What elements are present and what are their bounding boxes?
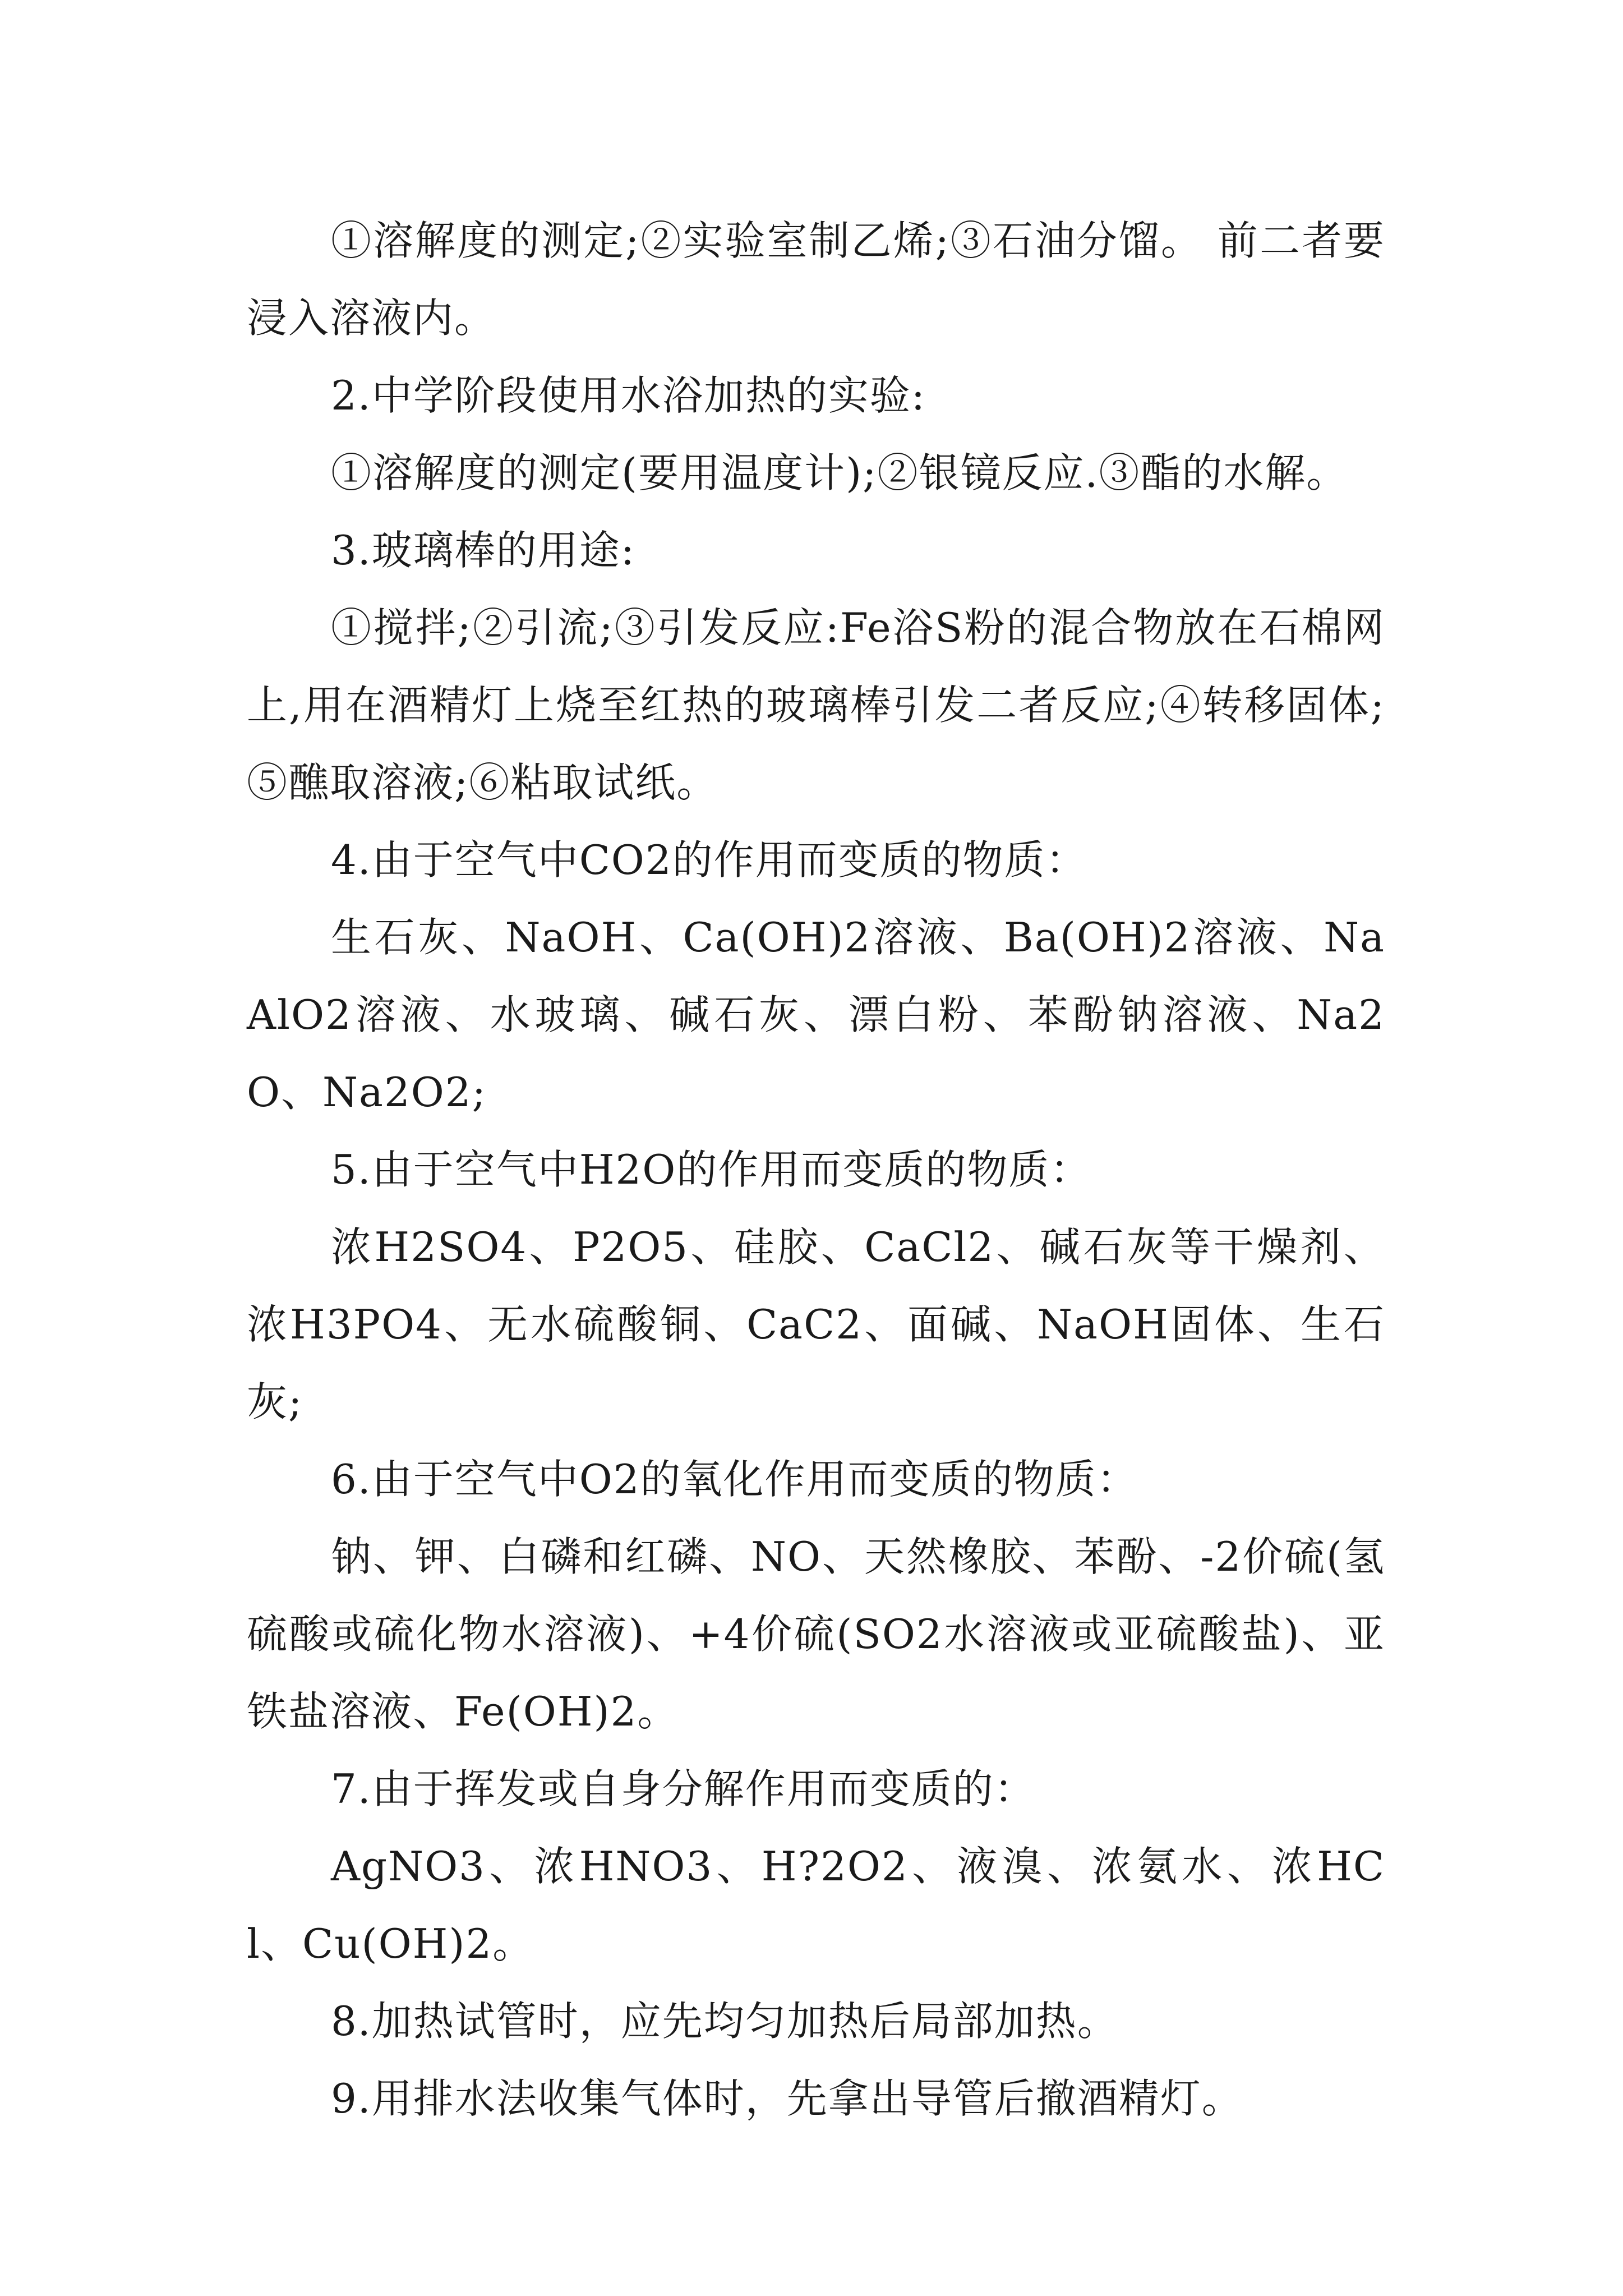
paragraph-water-bath-list: ①溶解度的测定(要用温度计);②银镜反应.③酯的水解。 xyxy=(331,449,1348,496)
heading-water-bath-experiments: 2.中学阶段使用水浴加热的实验: xyxy=(331,372,926,419)
paragraph-h2o-substances: 浓H2SO4、P2O5、硅胶、CaCl2、碱石灰等干燥剂、浓H3PO4、无水硫酸铜、CaC2、面碱、NaOH固体、生石灰; xyxy=(247,1223,1385,1425)
paragraph-co2-substances: 生石灰、NaOH、Ca(OH)2溶液、Ba(OH)2溶液、NaAlO2溶液、水玻璃、碱石灰、漂白粉、苯酚钠溶液、Na2O、Na2O2; xyxy=(247,914,1385,1116)
heading-h2o-degradation: 5.由于空气中H2O的作用而变质的物质： xyxy=(331,1146,1092,1193)
rule-heating-test-tube: 8.加热试管时，应先均匀加热后局部加热。 xyxy=(331,1998,1119,2045)
document-body xyxy=(247,202,1385,2137)
heading-volatile-decomposition: 7.由于挥发或自身分解作用而变质的： xyxy=(331,1765,1036,1812)
rule-gas-collection: 9.用排水法收集气体时，先拿出导管后撤酒精灯。 xyxy=(331,2075,1243,2122)
paragraph-water-bath-items: ①溶解度的测定;②实验室制乙烯;③石油分馏。 前二者要浸入溶液内。 xyxy=(247,217,1385,342)
paragraph-volatile-substances: AgNO3、浓HNO3、H?2O2、液溴、浓氨水、浓HCl、Cu(OH)2。 xyxy=(247,1843,1385,1967)
heading-o2-oxidation: 6.由于空气中O2的氧化作用而变质的物质： xyxy=(331,1456,1138,1503)
paragraph-o2-substances: 钠、钾、白磷和红磷、NO、天然橡胶、苯酚、-2价硫(氢硫酸或硫化物水溶液)、+4价硫(SO2水溶液或亚硫酸盐)、亚铁盐溶液、Fe(OH)2。 xyxy=(247,1533,1385,1735)
paragraph-glass-rod-list: ①搅拌;②引流;③引发反应:Fe浴S粉的混合物放在石棉网上,用在酒精灯上烧至红热的玻璃棒引发二者反应;④转移固体;⑤醮取溶液;⑥粘取试纸。 xyxy=(247,604,1385,806)
heading-glass-rod-uses: 3.玻璃棒的用途: xyxy=(331,527,635,574)
heading-co2-degradation: 4.由于空气中CO2的作用而变质的物质： xyxy=(331,836,1087,884)
